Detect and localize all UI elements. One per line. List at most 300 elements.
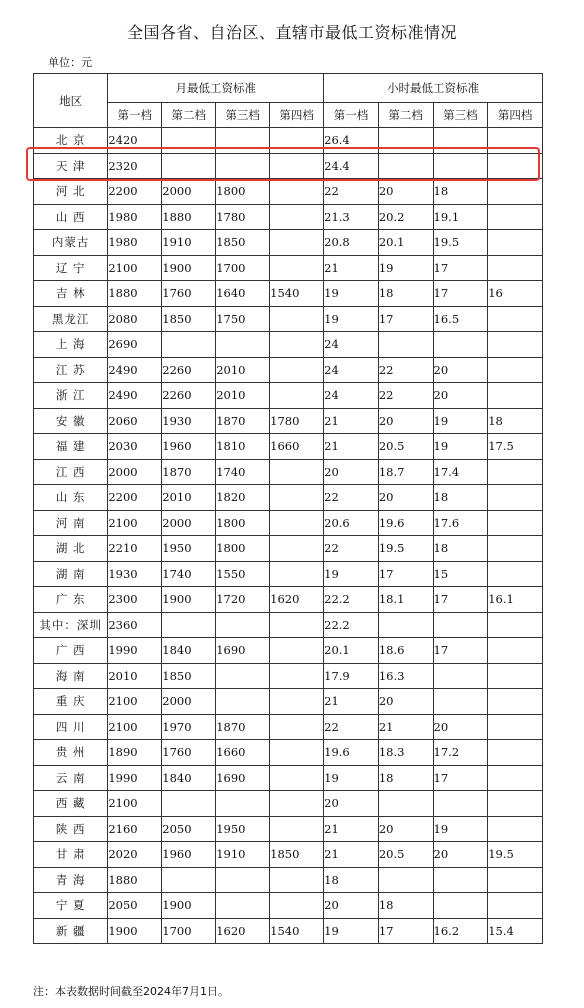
monthly-tier-1-cell: 2100: [108, 791, 162, 817]
monthly-tier-2-cell: 1740: [162, 561, 216, 587]
page-title: 全国各省、自治区、直辖市最低工资标准情况: [126, 23, 457, 42]
hourly-tier-3-cell: 15: [433, 561, 488, 587]
monthly-tier-3-cell: 2010: [216, 357, 270, 383]
monthly-tier-1-cell: 2200: [108, 485, 162, 511]
monthly-tier-2-cell: 1900: [162, 587, 216, 613]
region-header: 地区: [34, 74, 108, 128]
hourly-tier-2-cell: 22: [378, 357, 433, 383]
hourly-tier-3-cell: 17.6: [433, 510, 488, 536]
monthly-tier-3-cell: 1870: [216, 408, 270, 434]
monthly-tier-1-cell: 2100: [108, 255, 162, 281]
hourly-tier-2-cell: 20: [378, 485, 433, 511]
monthly-tier-2-cell: 1870: [162, 459, 216, 485]
table-row: [34, 638, 543, 664]
monthly-tier-3-cell: 1780: [216, 204, 270, 230]
hourly-tier-1-cell: 20.6: [324, 510, 379, 536]
monthly-tier-4-cell: [270, 459, 324, 485]
monthly-tier-1-cell: 1990: [108, 638, 162, 664]
hourly-tier-2-cell: 16.3: [378, 663, 433, 689]
hourly-tier-3-cell: [433, 612, 488, 638]
hourly-tier-3-cell: [433, 791, 488, 817]
monthly-tier-2-cell: 2260: [162, 383, 216, 409]
monthly-tier-1-cell: 2300: [108, 587, 162, 613]
monthly-tier-1-cell: 1980: [108, 204, 162, 230]
monthly-tier-1-cell: 1890: [108, 740, 162, 766]
table-row: [34, 918, 543, 944]
monthly-tier-3-cell: 1620: [216, 918, 270, 944]
table-row: [34, 612, 543, 638]
monthly-tier-1-cell: 2160: [108, 816, 162, 842]
monthly-tier-3-header: 第三档: [216, 103, 270, 128]
table-row: [34, 842, 543, 868]
hourly-tier-1-cell: 24.4: [324, 153, 379, 179]
monthly-tier-4-cell: [270, 357, 324, 383]
table-row: [34, 816, 543, 842]
monthly-tier-3-cell: [216, 332, 270, 358]
hourly-tier-4-cell: 18: [488, 408, 543, 434]
monthly-tier-1-cell: 2360: [108, 612, 162, 638]
region-cell: 重 庆: [34, 689, 108, 715]
table-row: [34, 510, 543, 536]
hourly-tier-4-cell: 15.4: [488, 918, 543, 944]
monthly-tier-1-cell: 2210: [108, 536, 162, 562]
monthly-tier-3-cell: 1690: [216, 765, 270, 791]
hourly-tier-3-cell: 20: [433, 357, 488, 383]
monthly-tier-3-cell: 1810: [216, 434, 270, 460]
hourly-tier-3-cell: 19: [433, 434, 488, 460]
hourly-tier-1-cell: 21: [324, 816, 379, 842]
hourly-tier-4-cell: [488, 740, 543, 766]
monthly-tier-2-cell: 2000: [162, 689, 216, 715]
hourly-tier-4-cell: [488, 689, 543, 715]
region-cell: 安 徽: [34, 408, 108, 434]
table-row: [34, 332, 543, 358]
region-cell: 山 西: [34, 204, 108, 230]
hourly-tier-4-cell: [488, 561, 543, 587]
monthly-tier-3-cell: 1660: [216, 740, 270, 766]
hourly-tier-1-cell: 19: [324, 561, 379, 587]
monthly-tier-2-cell: 1700: [162, 918, 216, 944]
table-row: [34, 383, 543, 409]
monthly-tier-3-cell: 1690: [216, 638, 270, 664]
hourly-tier-2-cell: [378, 612, 433, 638]
monthly-tier-1-cell: 1880: [108, 281, 162, 307]
region-cell: 河 南: [34, 510, 108, 536]
hourly-tier-4-cell: 17.5: [488, 434, 543, 460]
monthly-tier-4-cell: [270, 179, 324, 205]
hourly-tier-4-cell: [488, 765, 543, 791]
hourly-tier-3-cell: 19: [433, 816, 488, 842]
monthly-tier-3-cell: 1950: [216, 816, 270, 842]
table-row: [34, 408, 543, 434]
monthly-tier-2-cell: 1970: [162, 714, 216, 740]
hourly-tier-2-cell: 17: [378, 306, 433, 332]
monthly-tier-3-cell: [216, 612, 270, 638]
monthly-tier-1-cell: 2490: [108, 383, 162, 409]
table-row: [34, 153, 543, 179]
monthly-tier-2-cell: 1850: [162, 306, 216, 332]
hourly-tier-2-cell: 18.6: [378, 638, 433, 664]
hourly-tier-1-cell: 20.8: [324, 230, 379, 256]
hourly-tier-2-cell: 17: [378, 918, 433, 944]
hourly-tier-1-cell: 19: [324, 281, 379, 307]
monthly-tier-4-cell: [270, 740, 324, 766]
hourly-tier-2-cell: 20: [378, 408, 433, 434]
hourly-tier-1-cell: 20: [324, 459, 379, 485]
monthly-tier-3-cell: [216, 893, 270, 919]
table-row: [34, 663, 543, 689]
table-row: [34, 128, 543, 154]
hourly-tier-3-cell: 17: [433, 587, 488, 613]
region-cell: 陕 西: [34, 816, 108, 842]
hourly-tier-1-cell: 21: [324, 434, 379, 460]
hourly-tier-4-cell: 19.5: [488, 842, 543, 868]
hourly-tier-1-cell: 24: [324, 332, 379, 358]
table-row: [34, 485, 543, 511]
monthly-tier-4-cell: [270, 663, 324, 689]
monthly-tier-4-cell: [270, 791, 324, 817]
hourly-tier-4-cell: [488, 179, 543, 205]
monthly-tier-4-cell: [270, 128, 324, 154]
monthly-tier-4-cell: [270, 306, 324, 332]
hourly-tier-4-cell: [488, 153, 543, 179]
monthly-tier-2-cell: 1880: [162, 204, 216, 230]
hourly-tier-4-cell: [488, 204, 543, 230]
monthly-tier-2-cell: 2050: [162, 816, 216, 842]
unit-label: 单位：元: [48, 56, 92, 69]
hourly-tier-2-cell: 20.5: [378, 842, 433, 868]
hourly-tier-1-cell: 24: [324, 357, 379, 383]
hourly-tier-3-cell: 17.2: [433, 740, 488, 766]
monthly-tier-3-cell: [216, 153, 270, 179]
monthly-tier-1-cell: 2690: [108, 332, 162, 358]
region-cell: 江 苏: [34, 357, 108, 383]
monthly-tier-2-cell: [162, 332, 216, 358]
hourly-tier-4-cell: 16: [488, 281, 543, 307]
hourly-tier-4-cell: [488, 485, 543, 511]
hourly-tier-2-header: 第二档: [378, 103, 433, 128]
hourly-tier-3-cell: 18: [433, 536, 488, 562]
monthly-tier-2-cell: 2000: [162, 179, 216, 205]
table-row: [34, 434, 543, 460]
monthly-tier-1-header: 第一档: [108, 103, 162, 128]
monthly-tier-4-cell: [270, 714, 324, 740]
monthly-tier-3-cell: 1870: [216, 714, 270, 740]
hourly-tier-4-header: 第四档: [488, 103, 543, 128]
monthly-tier-1-cell: 2030: [108, 434, 162, 460]
hourly-tier-1-cell: 21: [324, 842, 379, 868]
table-row: [34, 255, 543, 281]
monthly-tier-1-cell: 2320: [108, 153, 162, 179]
monthly-tier-3-cell: [216, 128, 270, 154]
monthly-tier-4-cell: [270, 153, 324, 179]
hourly-tier-2-cell: 19.5: [378, 536, 433, 562]
table-row: [34, 306, 543, 332]
monthly-tier-3-cell: [216, 867, 270, 893]
region-cell: 湖 北: [34, 536, 108, 562]
region-cell: 甘 肃: [34, 842, 108, 868]
monthly-tier-2-header: 第二档: [162, 103, 216, 128]
hourly-tier-1-cell: 22: [324, 714, 379, 740]
hourly-tier-1-cell: 24: [324, 383, 379, 409]
monthly-tier-2-cell: 2010: [162, 485, 216, 511]
table-row: [34, 765, 543, 791]
monthly-tier-2-cell: [162, 791, 216, 817]
hourly-tier-2-cell: [378, 867, 433, 893]
region-cell: 宁 夏: [34, 893, 108, 919]
region-cell: 上 海: [34, 332, 108, 358]
monthly-tier-3-cell: 2010: [216, 383, 270, 409]
monthly-tier-3-cell: [216, 663, 270, 689]
region-cell: 山 东: [34, 485, 108, 511]
hourly-tier-1-cell: 22.2: [324, 612, 379, 638]
monthly-tier-1-cell: 1990: [108, 765, 162, 791]
hourly-tier-1-cell: 20: [324, 791, 379, 817]
monthly-tier-4-cell: [270, 765, 324, 791]
table-row: [34, 204, 543, 230]
region-cell: 贵 州: [34, 740, 108, 766]
hourly-tier-4-cell: [488, 867, 543, 893]
hourly-tier-3-cell: 19.5: [433, 230, 488, 256]
hourly-tier-4-cell: [488, 638, 543, 664]
monthly-tier-1-cell: 2010: [108, 663, 162, 689]
monthly-tier-3-cell: 1850: [216, 230, 270, 256]
hourly-tier-3-cell: [433, 128, 488, 154]
monthly-tier-4-header: 第四档: [270, 103, 324, 128]
monthly-tier-2-cell: 1910: [162, 230, 216, 256]
hourly-tier-4-cell: [488, 510, 543, 536]
region-cell: 河 北: [34, 179, 108, 205]
monthly-tier-4-cell: 1540: [270, 281, 324, 307]
hourly-tier-1-cell: 19: [324, 306, 379, 332]
region-cell: 广 东: [34, 587, 108, 613]
monthly-tier-1-cell: 2000: [108, 459, 162, 485]
table-row: [34, 893, 543, 919]
region-cell: 天 津: [34, 153, 108, 179]
monthly-tier-4-cell: 1780: [270, 408, 324, 434]
monthly-tier-2-cell: 2000: [162, 510, 216, 536]
hourly-tier-2-cell: 18: [378, 765, 433, 791]
hourly-tier-2-cell: 20.5: [378, 434, 433, 460]
table-row: [34, 357, 543, 383]
table-row: [34, 459, 543, 485]
hourly-tier-1-cell: 22: [324, 179, 379, 205]
hourly-tier-2-cell: 18: [378, 893, 433, 919]
monthly-tier-3-cell: 1740: [216, 459, 270, 485]
hourly-tier-1-cell: 22: [324, 485, 379, 511]
hourly-tier-2-cell: 18.3: [378, 740, 433, 766]
hourly-tier-4-cell: [488, 816, 543, 842]
monthly-tier-2-cell: [162, 128, 216, 154]
monthly-tier-3-cell: 1800: [216, 510, 270, 536]
hourly-tier-3-cell: 20: [433, 383, 488, 409]
monthly-tier-1-cell: 1980: [108, 230, 162, 256]
monthly-tier-1-cell: 1900: [108, 918, 162, 944]
table-row: [34, 689, 543, 715]
monthly-tier-1-cell: 1930: [108, 561, 162, 587]
hourly-tier-2-cell: [378, 332, 433, 358]
hourly-tier-1-cell: 19: [324, 765, 379, 791]
monthly-tier-2-cell: 1760: [162, 740, 216, 766]
region-cell: 青 海: [34, 867, 108, 893]
region-cell: 湖 南: [34, 561, 108, 587]
monthly-tier-4-cell: [270, 485, 324, 511]
table-body: [34, 128, 543, 944]
footnote: 注：本表数据时间截至2024年7月1日。: [33, 985, 229, 998]
monthly-tier-4-cell: [270, 867, 324, 893]
hourly-tier-4-cell: [488, 306, 543, 332]
monthly-tier-2-cell: 1760: [162, 281, 216, 307]
table-row: [34, 791, 543, 817]
hourly-tier-3-header: 第三档: [433, 103, 488, 128]
monthly-tier-4-cell: [270, 255, 324, 281]
region-cell: 吉 林: [34, 281, 108, 307]
hourly-tier-2-cell: 21: [378, 714, 433, 740]
region-cell: 西 藏: [34, 791, 108, 817]
hourly-tier-3-cell: [433, 332, 488, 358]
hourly-tier-1-cell: 19.6: [324, 740, 379, 766]
hourly-tier-3-cell: 17: [433, 765, 488, 791]
monthly-tier-1-cell: 2080: [108, 306, 162, 332]
monthly-tier-4-cell: 1620: [270, 587, 324, 613]
region-cell: 内蒙古: [34, 230, 108, 256]
monthly-tier-2-cell: 1900: [162, 893, 216, 919]
hourly-tier-1-cell: 20: [324, 893, 379, 919]
hourly-tier-2-cell: 19.6: [378, 510, 433, 536]
hourly-tier-2-cell: 22: [378, 383, 433, 409]
monthly-tier-3-cell: 1550: [216, 561, 270, 587]
region-cell: 黑龙江: [34, 306, 108, 332]
monthly-tier-2-cell: 1930: [162, 408, 216, 434]
monthly-tier-3-cell: [216, 689, 270, 715]
monthly-standard-header: 月最低工资标准: [108, 74, 324, 103]
hourly-tier-2-cell: 19: [378, 255, 433, 281]
hourly-tier-4-cell: [488, 612, 543, 638]
hourly-tier-3-cell: 16.2: [433, 918, 488, 944]
hourly-tier-2-cell: [378, 791, 433, 817]
monthly-tier-4-cell: [270, 638, 324, 664]
region-cell: 四 川: [34, 714, 108, 740]
hourly-tier-1-cell: 20.1: [324, 638, 379, 664]
hourly-tier-2-cell: 20: [378, 689, 433, 715]
monthly-tier-4-cell: [270, 383, 324, 409]
hourly-tier-1-cell: 22.2: [324, 587, 379, 613]
monthly-tier-4-cell: 1850: [270, 842, 324, 868]
monthly-tier-4-cell: [270, 536, 324, 562]
hourly-tier-3-cell: 17.4: [433, 459, 488, 485]
region-cell: 新 疆: [34, 918, 108, 944]
table-row: [34, 867, 543, 893]
monthly-tier-4-cell: [270, 689, 324, 715]
hourly-tier-2-cell: 18.7: [378, 459, 433, 485]
hourly-tier-4-cell: [488, 714, 543, 740]
monthly-tier-1-cell: 2490: [108, 357, 162, 383]
hourly-tier-4-cell: 16.1: [488, 587, 543, 613]
hourly-tier-1-cell: 21: [324, 408, 379, 434]
hourly-tier-2-cell: 20.1: [378, 230, 433, 256]
region-cell: 浙 江: [34, 383, 108, 409]
hourly-tier-2-cell: 17: [378, 561, 433, 587]
table-row: [34, 587, 543, 613]
monthly-tier-3-cell: 1700: [216, 255, 270, 281]
monthly-tier-3-cell: 1640: [216, 281, 270, 307]
hourly-tier-3-cell: 17: [433, 255, 488, 281]
monthly-tier-3-cell: 1720: [216, 587, 270, 613]
hourly-tier-4-cell: [488, 791, 543, 817]
hourly-tier-3-cell: 20: [433, 714, 488, 740]
table-row: [34, 740, 543, 766]
hourly-tier-3-cell: [433, 689, 488, 715]
monthly-tier-2-cell: [162, 153, 216, 179]
monthly-tier-2-cell: 1850: [162, 663, 216, 689]
hourly-tier-4-cell: [488, 663, 543, 689]
monthly-tier-1-cell: 2420: [108, 128, 162, 154]
hourly-tier-1-cell: 21: [324, 689, 379, 715]
hourly-tier-1-cell: 26.4: [324, 128, 379, 154]
monthly-tier-3-cell: 1800: [216, 536, 270, 562]
region-cell: 福 建: [34, 434, 108, 460]
monthly-tier-2-cell: 2260: [162, 357, 216, 383]
monthly-tier-2-cell: 1960: [162, 842, 216, 868]
hourly-tier-3-cell: 19: [433, 408, 488, 434]
hourly-tier-2-cell: [378, 153, 433, 179]
region-cell: 北 京: [34, 128, 108, 154]
hourly-tier-4-cell: [488, 536, 543, 562]
hourly-tier-4-cell: [488, 255, 543, 281]
hourly-tier-3-cell: [433, 867, 488, 893]
hourly-tier-4-cell: [488, 383, 543, 409]
monthly-tier-3-cell: 1800: [216, 179, 270, 205]
hourly-tier-2-cell: 18.1: [378, 587, 433, 613]
hourly-tier-4-cell: [488, 230, 543, 256]
monthly-tier-3-cell: 1750: [216, 306, 270, 332]
monthly-tier-1-cell: 1880: [108, 867, 162, 893]
monthly-tier-2-cell: 1950: [162, 536, 216, 562]
hourly-tier-4-cell: [488, 128, 543, 154]
hourly-tier-2-cell: 20: [378, 816, 433, 842]
monthly-tier-3-cell: [216, 791, 270, 817]
hourly-tier-1-cell: 17.9: [324, 663, 379, 689]
hourly-tier-3-cell: 18: [433, 485, 488, 511]
monthly-tier-3-cell: 1820: [216, 485, 270, 511]
hourly-tier-2-cell: 20: [378, 179, 433, 205]
monthly-tier-4-cell: [270, 612, 324, 638]
hourly-tier-3-cell: [433, 893, 488, 919]
monthly-tier-2-cell: 1840: [162, 638, 216, 664]
table-row: [34, 179, 543, 205]
table-row: [34, 561, 543, 587]
monthly-tier-4-cell: [270, 816, 324, 842]
table-row: [34, 714, 543, 740]
region-cell: 广 西: [34, 638, 108, 664]
monthly-tier-4-cell: [270, 561, 324, 587]
monthly-tier-2-cell: [162, 612, 216, 638]
monthly-tier-4-cell: [270, 893, 324, 919]
region-cell: 辽 宁: [34, 255, 108, 281]
hourly-tier-3-cell: 19.1: [433, 204, 488, 230]
hourly-tier-2-cell: 20.2: [378, 204, 433, 230]
hourly-tier-4-cell: [488, 893, 543, 919]
monthly-tier-1-cell: 2020: [108, 842, 162, 868]
monthly-tier-2-cell: 1960: [162, 434, 216, 460]
monthly-tier-1-cell: 2200: [108, 179, 162, 205]
hourly-tier-1-cell: 19: [324, 918, 379, 944]
hourly-tier-3-cell: [433, 663, 488, 689]
monthly-tier-1-cell: 2060: [108, 408, 162, 434]
monthly-tier-4-cell: [270, 230, 324, 256]
hourly-tier-4-cell: [488, 357, 543, 383]
monthly-tier-1-cell: 2100: [108, 689, 162, 715]
